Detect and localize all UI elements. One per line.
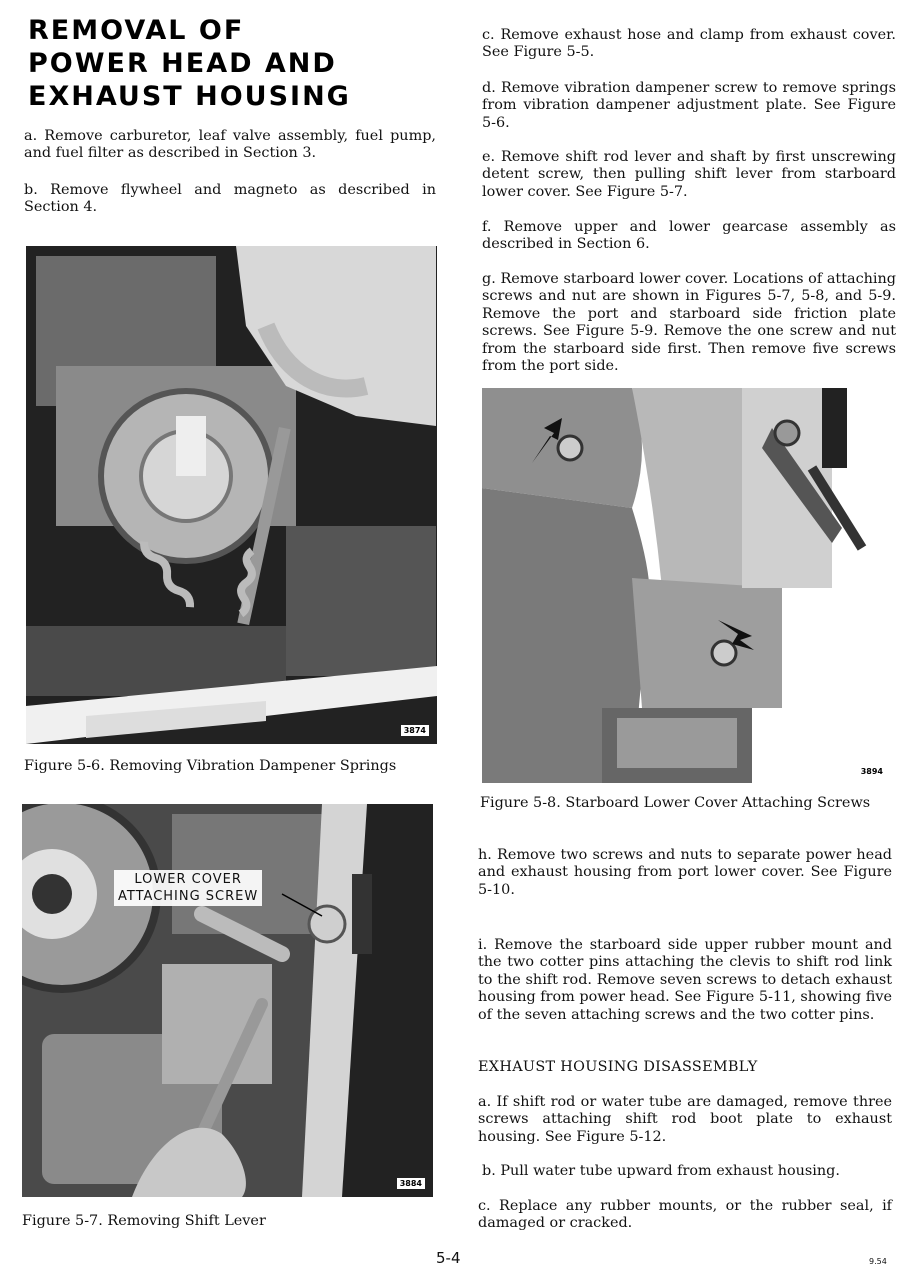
disassembly-step-a: a. If shift rod or water tube are damaged, remove three screws attaching shift rod boot plate to exhaust housing. See Figure 5-12. [478,1094,892,1145]
step-g-paragraph: g. Remove starboard lower cover. Locations of attaching screws and nut are shown in Figures 5-7, 5-8, and 5-9. Remove the port and starboard side friction plate screws. See Figure 5-9. Remove the one screw and nut from the starboard side first. Then remove five screws from the port side. [482,271,896,375]
step-b-paragraph: b. Remove flywheel and magneto as described in Section 4. [24,182,436,216]
figure-5-8-photo [482,388,896,783]
disassembly-step-b: b. Pull water tube upward from exhaust housing. [482,1163,840,1179]
step-a-paragraph: a. Remove carburetor, leaf valve assembly, fuel pump, and fuel filter as described in Section 3. [24,128,436,162]
revision-date: 9.54 [869,1257,887,1266]
title-line-2: POWER HEAD AND [28,48,337,79]
step-h-paragraph: h. Remove two screws and nuts to separate power head and exhaust housing from port lower cover. See Figure 5-10. [478,847,892,898]
figure-5-7-caption: Figure 5-7. Removing Shift Lever [22,1213,266,1229]
figure-5-8-caption: Figure 5-8. Starboard Lower Cover Attaching Screws [480,795,871,811]
figure-5-8-number: 3894 [858,766,886,777]
callout-line-2: ATTACHING SCREW [118,889,259,904]
callout-leader-line [22,804,433,1197]
figure-5-6-photo [26,246,437,744]
page-title [28,14,448,113]
figure-5-7-photo [22,804,433,1197]
title-line-3: EXHAUST HOUSING [28,81,351,112]
step-e-paragraph: e. Remove shift rod lever and shaft by first unscrewing detent screw, then pulling shift lever from starboard lower cover. See Figure 5-7. [482,149,896,200]
step-c-paragraph: c. Remove exhaust hose and clamp from exhaust cover. See Figure 5-5. [482,27,896,61]
callout-line-1: LOWER COVER [134,872,242,887]
title-line-1: REMOVAL OF [28,15,245,46]
step-f-paragraph: f. Remove upper and lower gearcase assembly as described in Section 6. [482,219,896,253]
section-heading: EXHAUST HOUSING DISASSEMBLY [478,1059,758,1075]
step-i-paragraph: i. Remove the starboard side upper rubber mount and the two cotter pins attaching the clevis to shift rod link to the shift rod. Remove seven screws to detach exhaust housing from power head. See Figure 5-11, showing five of the seven attaching screws and the two cotter pins. [478,937,892,1023]
step-d-paragraph: d. Remove vibration dampener screw to remove springs from vibration dampener adjustment plate. See Figure 5-6. [482,80,896,131]
page-number: 5-4 [436,1249,461,1267]
figure-5-6-number: 3874 [401,725,429,736]
disassembly-step-c: c. Replace any rubber mounts, or the rubber seal, if damaged or cracked. [478,1198,892,1232]
figure-5-7-number: 3884 [397,1178,425,1189]
figure-5-6-caption: Figure 5-6. Removing Vibration Dampener Springs [24,758,397,774]
